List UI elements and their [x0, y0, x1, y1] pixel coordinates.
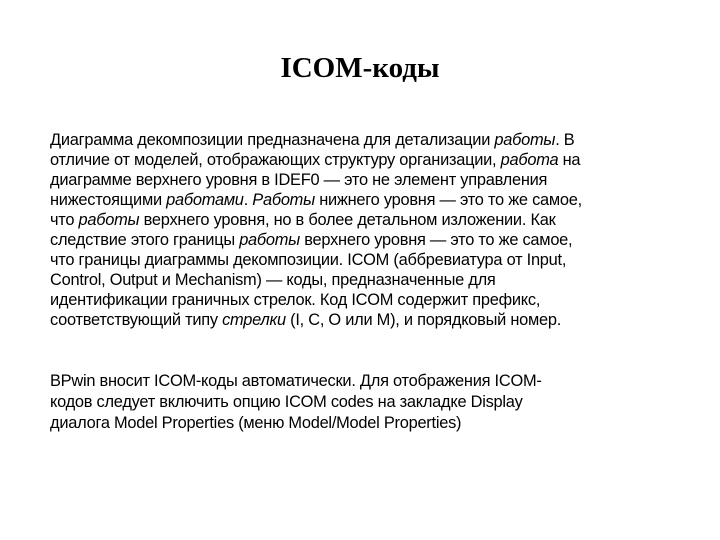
- text-segment: нижестоящими: [50, 191, 167, 209]
- text-segment: Control, Output и Mechanism) — коды, предназначенные для: [50, 271, 496, 289]
- italic-term: работы: [239, 231, 300, 249]
- text-line: [50, 170, 710, 190]
- text-line: [50, 290, 710, 310]
- text-segment: отличие от моделей, отображающих структуру организации,: [50, 151, 501, 169]
- text-segment: что: [50, 211, 79, 229]
- text-segment: верхнего уровня — это то же самое,: [299, 231, 573, 249]
- italic-term: стрелки: [222, 311, 286, 329]
- text-segment: что границы диаграммы декомпозиции. ICOM (аббревиатура от Input,: [50, 251, 567, 269]
- text-segment: на: [558, 151, 581, 169]
- italic-term: работы: [494, 131, 556, 149]
- italic-term: работы: [78, 211, 140, 229]
- text-segment: .: [243, 191, 253, 209]
- text-segment: соответствующий типу: [50, 311, 223, 329]
- text-segment: Диаграмма декомпозиции предназначена для детализации: [50, 131, 495, 149]
- page-title: ICOM-коды: [280, 52, 440, 84]
- text-line: [50, 190, 710, 210]
- text-line: [50, 210, 710, 230]
- italic-term: работа: [500, 151, 559, 169]
- text-line: [50, 310, 710, 330]
- text-segment: диаграмме верхнего уровня в IDEF0 — это не элемент управления: [50, 171, 548, 189]
- text-line: [50, 392, 710, 413]
- text-segment: диалога Model Properties (меню Model/Model Properties): [50, 414, 462, 432]
- text-segment: (I, C, O или M), и порядковый номер.: [285, 311, 562, 329]
- text-line: [50, 413, 710, 434]
- text-line: [50, 250, 710, 270]
- text-segment: следствие этого границы: [50, 231, 240, 249]
- italic-term: Работы: [252, 191, 315, 209]
- text-segment: нижнего уровня — это то же самое,: [314, 191, 582, 209]
- paragraph-decomposition: [50, 130, 710, 330]
- text-segment: . В: [555, 131, 575, 149]
- text-line: [50, 130, 710, 150]
- italic-term: работами: [166, 191, 244, 209]
- text-segment: BPwin вносит ICOM-коды автоматически. Для отображения ICOM-: [50, 372, 542, 390]
- text-line: [50, 230, 710, 250]
- text-segment: верхнего уровня, но в более детальном изложении. Как: [139, 211, 556, 229]
- paragraph-bpwin: [50, 371, 710, 434]
- text-segment: кодов следует включить опцию ICOM codes на закладке Display: [50, 393, 523, 411]
- text-line: [50, 270, 710, 290]
- text-line: [50, 150, 710, 170]
- text-line: [50, 371, 710, 392]
- text-segment: идентификации граничных стрелок. Код ICOM содержит префикс,: [50, 291, 541, 309]
